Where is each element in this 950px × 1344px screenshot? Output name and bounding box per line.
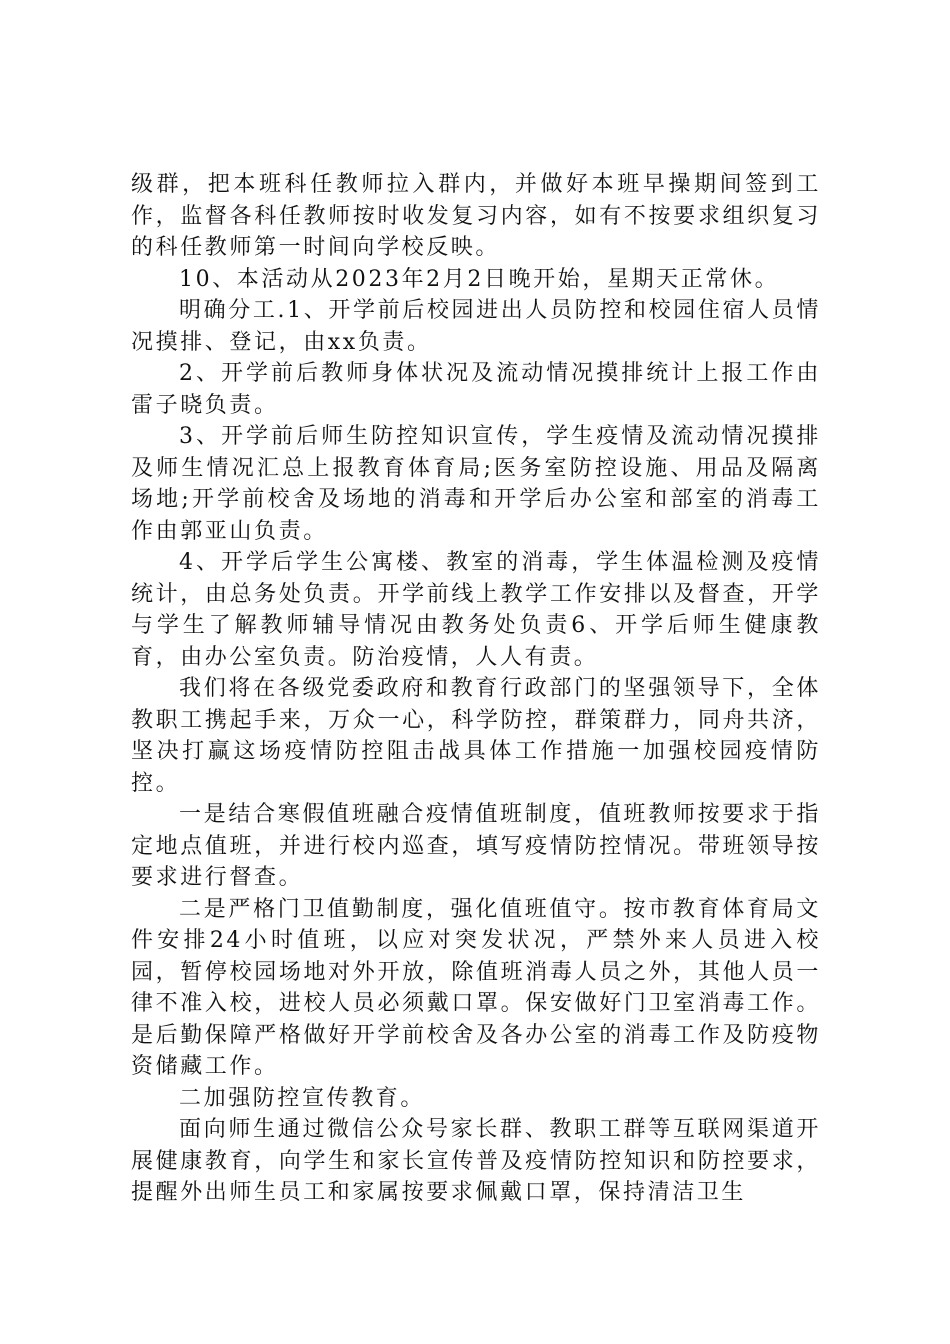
paragraph-4: 2、开学前后教师身体状况及流动情况摸排统计上报工作由雷子晓负责。 <box>131 361 821 418</box>
paragraph-6: 4、开学后学生公寓楼、教室的消毒，学生体温检测及疫情统计，由总务处负责。开学前线上教学工作安排以及督查，开学与学生了解教师辅导情况由教务处负责6、开学后师生健康教育，由办公室负责。防治疫情，人人有责。 <box>131 550 821 670</box>
paragraph-9: 二是严格门卫值勤制度，强化值班值守。按市教育体育局文件安排24小时值班，以应对突发状况，严禁外来人员进入校园，暂停校园场地对外开放，除值班消毒人员之外，其他人员一律不准入校，进校人员必须戴口罩。保安做好门卫室消毒工作。是后勤保障严格做好开学前校舍及各办公室的消毒工作及防疫物资储藏工作。 <box>131 896 821 1079</box>
paragraph-3: 明确分工.1、开学前后校园进出人员防控和校园住宿人员情况摸排、登记，由xx负责。 <box>131 298 821 355</box>
paragraph-10: 二加强防控宣传教育。 <box>179 1085 426 1111</box>
paragraph-2: 10、本活动从2023年2月2日晚开始，星期天正常休。 <box>179 266 780 292</box>
paragraph-7: 我们将在各级党委政府和教育行政部门的坚强领导下，全体教职工携起手来，万众一心，科学防控，群策群力，同舟共济，坚决打赢这场疫情防控阻击战具体工作措施一加强校园疫情防控。 <box>131 676 821 796</box>
document-body <box>131 169 821 1209</box>
paragraph-1: 级群，把本班科任教师拉入群内，并做好本班早操期间签到工作，监督各科任教师按时收发复习内容，如有不按要求组织复习的科任教师第一时间向学校反映。 <box>131 172 821 260</box>
paragraph-5: 3、开学前后师生防控知识宣传，学生疫情及流动情况摸排及师生情况汇总上报教育体育局;医务室防控设施、用品及隔离场地;开学前校舍及场地的消毒和开学后办公室和部室的消毒工作由郭亚山负责。 <box>131 424 821 544</box>
paragraph-8: 一是结合寒假值班融合疫情值班制度，值班教师按要求于指定地点值班，并进行校内巡查，填写疫情防控情况。带班领导按要求进行督查。 <box>131 802 821 890</box>
paragraph-11: 面向师生通过微信公众号家长群、教职工群等互联网渠道开展健康教育，向学生和家长宣传普及疫情防控知识和防控要求，提醒外出师生员工和家属按要求佩戴口罩，保持清洁卫生 <box>131 1117 821 1205</box>
